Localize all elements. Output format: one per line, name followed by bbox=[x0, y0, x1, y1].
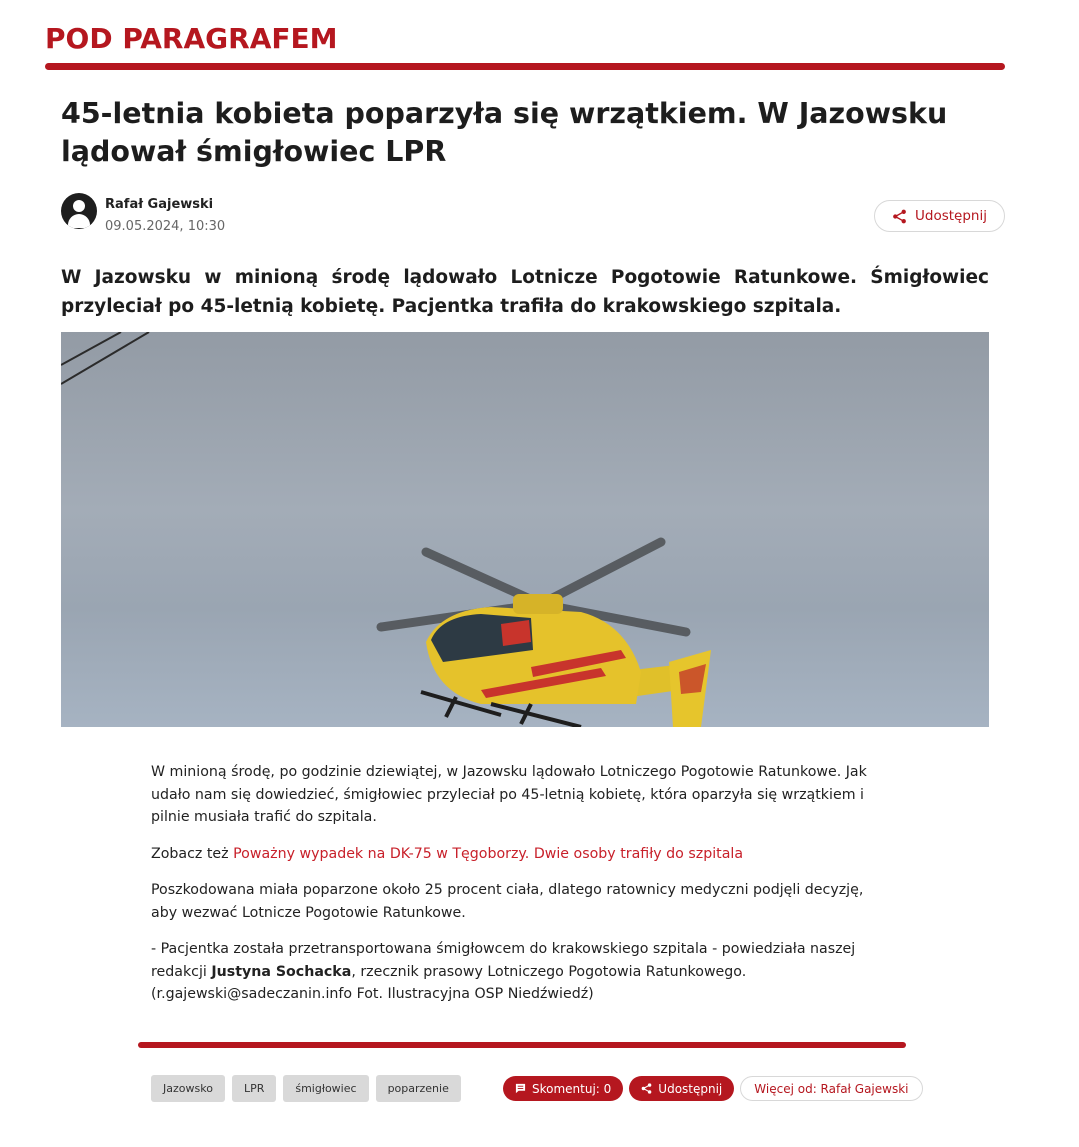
share-button-bottom-label: Udostępnij bbox=[658, 1081, 723, 1096]
see-also bbox=[151, 843, 891, 866]
tag-item[interactable]: śmigłowiec bbox=[283, 1075, 368, 1102]
share-button[interactable] bbox=[874, 200, 1005, 232]
tag-list bbox=[151, 1075, 461, 1102]
see-also-prefix: Zobacz też bbox=[151, 845, 229, 862]
share-button-label: Udostępnij bbox=[915, 208, 987, 224]
article-headline: 45-letnia kobieta poparzyła się wrzątkiem. W Jazowsku lądował śmigłowiec LPR bbox=[61, 97, 948, 168]
quote-end: , rzecznik prasowy Lotniczego Pogotowia Ratunkowego. bbox=[351, 963, 747, 980]
section-divider bbox=[45, 63, 1005, 70]
article-actions bbox=[503, 1076, 923, 1101]
tag-item[interactable]: LPR bbox=[232, 1075, 276, 1102]
share-icon bbox=[641, 1083, 652, 1094]
quoted-person: Justyna Sochacka bbox=[211, 963, 352, 980]
share-button-bottom[interactable] bbox=[629, 1076, 734, 1101]
quote-start: - Pacjentka została przetransportowana śmigłowcem do krakowskiego szpitala - powiedziała naszej redakcji bbox=[151, 941, 856, 980]
share-icon bbox=[892, 209, 907, 224]
article-body bbox=[151, 761, 891, 1020]
publish-date: 09.05.2024, 10:30 bbox=[105, 219, 226, 234]
tag-item[interactable]: Jazowsko bbox=[151, 1075, 225, 1102]
photo-credit: (r.gajewski@sadeczanin.info Fot. Ilustracyjna OSP Niedźwiedź) bbox=[151, 986, 594, 1002]
author-name[interactable]: Rafał Gajewski bbox=[105, 197, 214, 212]
paragraph: W minioną środę, po godzinie dziewiątej, w Jazowsku lądowało Lotniczego Pogotowie Ratunkowe. Jak udało nam się dowiedzieć, śmigłowiec przyleciał po 45-letnią kobietę, która oparzyła się wrzątkiem i pilnie musiała trafić do szpitala. bbox=[151, 764, 867, 825]
comment-icon bbox=[515, 1083, 526, 1094]
comment-button[interactable] bbox=[503, 1076, 623, 1101]
footer-divider bbox=[138, 1042, 906, 1048]
comment-button-label: Skomentuj: 0 bbox=[532, 1081, 612, 1096]
tag-item[interactable]: poparzenie bbox=[376, 1075, 461, 1102]
more-from-author-button[interactable]: Więcej od: Rafał Gajewski bbox=[740, 1076, 922, 1101]
user-avatar-icon bbox=[61, 193, 97, 229]
quote-paragraph bbox=[151, 938, 891, 1006]
section-title[interactable]: POD PARAGRAFEM bbox=[45, 22, 338, 55]
article-lead: W Jazowsku w minioną środę lądowało Lotnicze Pogotowie Ratunkowe. Śmigłowiec przyleciał po 45-letnią kobietę. Pacjentka trafiła do krakowskiego szpitala. bbox=[61, 267, 989, 317]
paragraph: Poszkodowana miała poparzone około 25 procent ciała, dlatego ratownicy medyczni podjęli decyzję, aby wezwać Lotnicze Pogotowie Ratunkowe. bbox=[151, 882, 864, 921]
article-photo bbox=[61, 332, 989, 727]
see-also-link[interactable]: Poważny wypadek na DK-75 w Tęgoborzy. Dwie osoby trafiły do szpitala bbox=[233, 845, 744, 862]
